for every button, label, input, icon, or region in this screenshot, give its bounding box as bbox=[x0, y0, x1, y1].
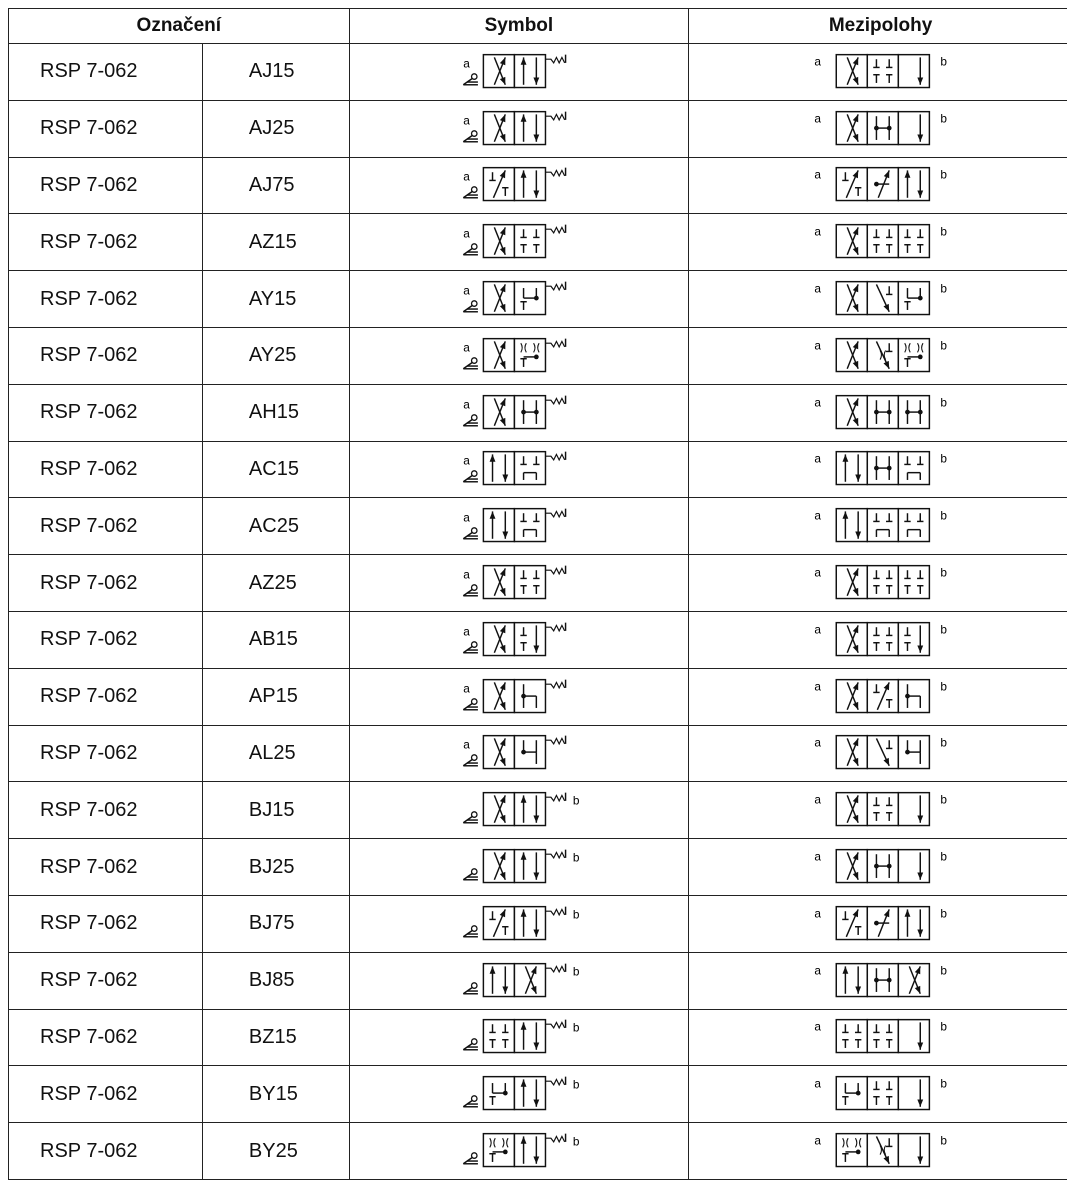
type-cell: RSP 7-062 bbox=[9, 839, 203, 896]
svg-text:a: a bbox=[813, 1133, 821, 1148]
svg-text:b: b bbox=[939, 792, 947, 807]
code-cell: AL25 bbox=[202, 725, 349, 782]
intermediate-cell bbox=[689, 441, 1067, 498]
valve-symbol-icon bbox=[442, 1073, 596, 1115]
code-cell: BJ75 bbox=[202, 895, 349, 952]
svg-text:b: b bbox=[939, 1020, 947, 1035]
svg-text:b: b bbox=[939, 1133, 947, 1148]
svg-text:a: a bbox=[813, 224, 821, 239]
intermediate-position-icon bbox=[804, 108, 958, 150]
symbol-cell bbox=[349, 44, 689, 101]
table-row bbox=[9, 555, 1067, 612]
type-cell: RSP 7-062 bbox=[9, 555, 203, 612]
svg-text:b: b bbox=[939, 1076, 947, 1091]
symbol-cell bbox=[349, 441, 689, 498]
svg-text:b: b bbox=[939, 849, 947, 864]
header-symbol: Symbol bbox=[349, 9, 689, 44]
symbol-cell bbox=[349, 327, 689, 384]
intermediate-position-icon bbox=[804, 448, 958, 490]
symbol-cell bbox=[349, 555, 689, 612]
intermediate-cell bbox=[689, 384, 1067, 441]
valve-symbol-icon bbox=[442, 278, 596, 320]
valve-symbol-icon bbox=[442, 732, 596, 774]
code-cell: AJ15 bbox=[202, 44, 349, 101]
svg-text:a: a bbox=[463, 510, 470, 525]
svg-text:a: a bbox=[463, 169, 470, 184]
valve-symbol-icon bbox=[442, 1016, 596, 1058]
header-row bbox=[9, 9, 1067, 44]
svg-text:b: b bbox=[939, 281, 947, 296]
symbol-cell bbox=[349, 384, 689, 441]
table-row bbox=[9, 100, 1067, 157]
type-cell: RSP 7-062 bbox=[9, 725, 203, 782]
svg-text:a: a bbox=[463, 681, 470, 696]
code-cell: BZ15 bbox=[202, 1009, 349, 1066]
type-cell: RSP 7-062 bbox=[9, 895, 203, 952]
valve-symbol-icon bbox=[442, 903, 596, 945]
svg-text:b: b bbox=[572, 1020, 580, 1035]
intermediate-position-icon bbox=[804, 278, 958, 320]
table-row bbox=[9, 498, 1067, 555]
intermediate-cell bbox=[689, 725, 1067, 782]
valve-symbol-icon bbox=[442, 448, 596, 490]
valve-symbol-icon bbox=[442, 335, 596, 377]
type-cell: RSP 7-062 bbox=[9, 327, 203, 384]
intermediate-position-icon bbox=[804, 960, 958, 1002]
svg-text:b: b bbox=[939, 168, 947, 183]
symbol-cell bbox=[349, 668, 689, 725]
type-cell: RSP 7-062 bbox=[9, 1123, 203, 1180]
svg-text:a: a bbox=[813, 54, 821, 69]
svg-text:a: a bbox=[813, 849, 821, 864]
svg-text:b: b bbox=[939, 111, 947, 126]
table-row bbox=[9, 271, 1067, 328]
symbol-cell bbox=[349, 725, 689, 782]
svg-text:b: b bbox=[939, 54, 947, 69]
valve-symbol-icon bbox=[442, 164, 596, 206]
svg-text:b: b bbox=[572, 1077, 580, 1092]
code-cell: AY25 bbox=[202, 327, 349, 384]
intermediate-position-icon bbox=[804, 51, 958, 93]
svg-text:b: b bbox=[939, 736, 947, 751]
intermediate-position-icon bbox=[804, 221, 958, 263]
svg-text:a: a bbox=[813, 281, 821, 296]
symbol-cell bbox=[349, 1123, 689, 1180]
code-cell: AZ15 bbox=[202, 214, 349, 271]
table-row bbox=[9, 895, 1067, 952]
svg-text:a: a bbox=[813, 906, 821, 921]
intermediate-cell bbox=[689, 555, 1067, 612]
type-cell: RSP 7-062 bbox=[9, 611, 203, 668]
intermediate-cell bbox=[689, 668, 1067, 725]
svg-text:b: b bbox=[939, 679, 947, 694]
valve-symbol-icon bbox=[442, 51, 596, 93]
valve-symbol-icon bbox=[442, 619, 596, 661]
svg-text:a: a bbox=[813, 792, 821, 807]
type-cell: RSP 7-062 bbox=[9, 44, 203, 101]
header-intermediate: Mezipolohy bbox=[689, 9, 1067, 44]
intermediate-cell bbox=[689, 1009, 1067, 1066]
type-cell: RSP 7-062 bbox=[9, 157, 203, 214]
svg-text:a: a bbox=[813, 1020, 821, 1035]
valve-symbol-icon bbox=[442, 789, 596, 831]
svg-text:b: b bbox=[939, 622, 947, 637]
svg-text:a: a bbox=[463, 624, 470, 639]
table-row bbox=[9, 214, 1067, 271]
svg-text:a: a bbox=[463, 283, 470, 298]
intermediate-cell bbox=[689, 1066, 1067, 1123]
svg-text:b: b bbox=[572, 793, 580, 808]
code-cell: AC25 bbox=[202, 498, 349, 555]
valve-symbol-icon bbox=[442, 676, 596, 718]
table-row bbox=[9, 1009, 1067, 1066]
table-body bbox=[9, 44, 1067, 1180]
valve-symbol-icon bbox=[442, 960, 596, 1002]
type-cell: RSP 7-062 bbox=[9, 384, 203, 441]
valve-symbol-icon bbox=[442, 108, 596, 150]
symbol-cell bbox=[349, 157, 689, 214]
symbol-cell bbox=[349, 498, 689, 555]
intermediate-cell bbox=[689, 327, 1067, 384]
valve-table bbox=[8, 8, 1067, 1180]
symbol-cell bbox=[349, 611, 689, 668]
svg-text:a: a bbox=[463, 340, 470, 355]
svg-text:a: a bbox=[813, 452, 821, 467]
type-cell: RSP 7-062 bbox=[9, 1066, 203, 1123]
symbol-cell bbox=[349, 952, 689, 1009]
intermediate-position-icon bbox=[804, 903, 958, 945]
intermediate-cell bbox=[689, 839, 1067, 896]
header-designation: Označení bbox=[9, 9, 350, 44]
svg-text:a: a bbox=[813, 338, 821, 353]
code-cell: BY15 bbox=[202, 1066, 349, 1123]
code-cell: AC15 bbox=[202, 441, 349, 498]
symbol-cell bbox=[349, 782, 689, 839]
intermediate-position-icon bbox=[804, 335, 958, 377]
table-row bbox=[9, 44, 1067, 101]
code-cell: BY25 bbox=[202, 1123, 349, 1180]
intermediate-position-icon bbox=[804, 1130, 958, 1172]
intermediate-cell bbox=[689, 611, 1067, 668]
valve-symbol-icon bbox=[442, 846, 596, 888]
svg-text:b: b bbox=[572, 907, 580, 922]
intermediate-position-icon bbox=[804, 562, 958, 604]
intermediate-cell bbox=[689, 271, 1067, 328]
type-cell: RSP 7-062 bbox=[9, 782, 203, 839]
intermediate-position-icon bbox=[804, 392, 958, 434]
svg-text:b: b bbox=[939, 906, 947, 921]
svg-text:a: a bbox=[813, 1076, 821, 1091]
svg-text:b: b bbox=[939, 963, 947, 978]
valve-symbol-icon bbox=[442, 505, 596, 547]
table-row bbox=[9, 725, 1067, 782]
table-row bbox=[9, 668, 1067, 725]
code-cell: AZ25 bbox=[202, 555, 349, 612]
table-row bbox=[9, 157, 1067, 214]
intermediate-position-icon bbox=[804, 1073, 958, 1115]
table-row bbox=[9, 611, 1067, 668]
symbol-cell bbox=[349, 214, 689, 271]
svg-text:a: a bbox=[463, 567, 470, 582]
symbol-cell bbox=[349, 895, 689, 952]
svg-text:a: a bbox=[813, 963, 821, 978]
intermediate-cell bbox=[689, 157, 1067, 214]
svg-text:b: b bbox=[939, 508, 947, 523]
type-cell: RSP 7-062 bbox=[9, 441, 203, 498]
svg-text:a: a bbox=[813, 508, 821, 523]
table-row bbox=[9, 327, 1067, 384]
svg-text:a: a bbox=[813, 679, 821, 694]
table-row bbox=[9, 384, 1067, 441]
code-cell: AH15 bbox=[202, 384, 349, 441]
svg-text:b: b bbox=[939, 395, 947, 410]
type-cell: RSP 7-062 bbox=[9, 100, 203, 157]
code-cell: BJ85 bbox=[202, 952, 349, 1009]
type-cell: RSP 7-062 bbox=[9, 668, 203, 725]
intermediate-position-icon bbox=[804, 789, 958, 831]
type-cell: RSP 7-062 bbox=[9, 214, 203, 271]
intermediate-cell bbox=[689, 895, 1067, 952]
svg-text:b: b bbox=[939, 452, 947, 467]
valve-symbol-icon bbox=[442, 562, 596, 604]
intermediate-position-icon bbox=[804, 619, 958, 661]
code-cell: AJ25 bbox=[202, 100, 349, 157]
type-cell: RSP 7-062 bbox=[9, 498, 203, 555]
svg-text:a: a bbox=[813, 565, 821, 580]
symbol-cell bbox=[349, 839, 689, 896]
svg-text:a: a bbox=[463, 453, 470, 468]
svg-text:a: a bbox=[813, 111, 821, 126]
intermediate-cell bbox=[689, 952, 1067, 1009]
symbol-cell bbox=[349, 1066, 689, 1123]
code-cell: AY15 bbox=[202, 271, 349, 328]
svg-text:a: a bbox=[463, 397, 470, 412]
type-cell: RSP 7-062 bbox=[9, 1009, 203, 1066]
code-cell: BJ25 bbox=[202, 839, 349, 896]
table-row bbox=[9, 1123, 1067, 1180]
intermediate-position-icon bbox=[804, 1016, 958, 1058]
valve-symbol-icon bbox=[442, 1130, 596, 1172]
svg-text:b: b bbox=[939, 338, 947, 353]
table-row bbox=[9, 839, 1067, 896]
intermediate-cell bbox=[689, 214, 1067, 271]
symbol-cell bbox=[349, 1009, 689, 1066]
type-cell: RSP 7-062 bbox=[9, 271, 203, 328]
svg-text:b: b bbox=[572, 1134, 580, 1149]
svg-text:b: b bbox=[572, 850, 580, 865]
svg-text:a: a bbox=[813, 736, 821, 751]
code-cell: AJ75 bbox=[202, 157, 349, 214]
symbol-cell bbox=[349, 271, 689, 328]
intermediate-cell bbox=[689, 44, 1067, 101]
svg-text:a: a bbox=[813, 168, 821, 183]
svg-text:a: a bbox=[463, 737, 470, 752]
table-row bbox=[9, 782, 1067, 839]
valve-symbol-icon bbox=[442, 392, 596, 434]
table-row bbox=[9, 952, 1067, 1009]
svg-text:b: b bbox=[939, 224, 947, 239]
svg-text:a: a bbox=[813, 622, 821, 637]
svg-text:a: a bbox=[813, 395, 821, 410]
intermediate-position-icon bbox=[804, 505, 958, 547]
intermediate-position-icon bbox=[804, 676, 958, 718]
symbol-cell bbox=[349, 100, 689, 157]
intermediate-position-icon bbox=[804, 846, 958, 888]
svg-text:a: a bbox=[463, 113, 470, 128]
code-cell: AP15 bbox=[202, 668, 349, 725]
table-row bbox=[9, 441, 1067, 498]
svg-text:a: a bbox=[463, 226, 470, 241]
code-cell: BJ15 bbox=[202, 782, 349, 839]
intermediate-cell bbox=[689, 498, 1067, 555]
intermediate-cell bbox=[689, 1123, 1067, 1180]
valve-symbol-icon bbox=[442, 221, 596, 263]
intermediate-position-icon bbox=[804, 732, 958, 774]
svg-text:b: b bbox=[939, 565, 947, 580]
type-cell: RSP 7-062 bbox=[9, 952, 203, 1009]
svg-text:a: a bbox=[463, 56, 470, 71]
intermediate-cell bbox=[689, 782, 1067, 839]
table-row bbox=[9, 1066, 1067, 1123]
intermediate-cell bbox=[689, 100, 1067, 157]
code-cell: AB15 bbox=[202, 611, 349, 668]
intermediate-position-icon bbox=[804, 164, 958, 206]
svg-text:b: b bbox=[572, 964, 580, 979]
